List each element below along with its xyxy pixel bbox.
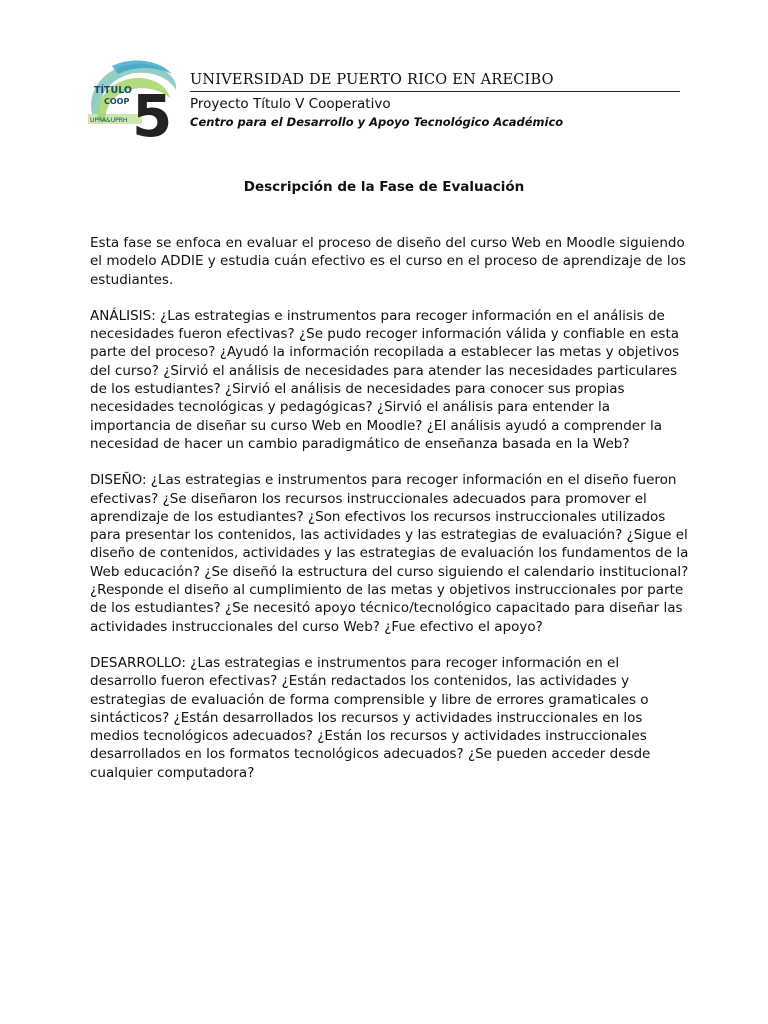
- university-name: UNIVERSIDAD DE PUERTO RICO EN ARECIBO: [190, 70, 680, 92]
- intro-paragraph: Esta fase se enfoca en evaluar el proceso de diseño del curso Web en Moodle siguiendo el modelo ADDIE y estudia cuán efectivo es el curso en el proceso de aprendizaje de los estudiantes.: [90, 235, 686, 288]
- logo-number-text: 5: [132, 82, 173, 140]
- letterhead: [190, 70, 680, 130]
- logo-upra-text: UPRA&UPRH: [90, 117, 128, 124]
- center-name: Centro para el Desarrollo y Apoyo Tecnológico Académico: [190, 115, 564, 129]
- document-title: Descripción de la Fase de Evaluación: [243, 179, 525, 195]
- logo-coop-text: COOP: [104, 97, 130, 106]
- desarrollo-paragraph: DESARROLLO: ¿Las estrategias e instrumentos para recoger información en el desarrollo fueron efectivas? ¿Están redactados los contenidos, las actividades y estrategias de evaluación de forma comprensible y libre de errores gramaticales o sintácticos? ¿Están desarrollados los recursos y actividades instruccionales en los medios tecnológicos adecuados? ¿Están los recursos y actividades instruccionales desarrollados en los formatos tecnológicos adecuados? ¿Se pueden acceder desde cualquier computadora?: [90, 654, 651, 781]
- document-body: [90, 234, 690, 800]
- project-name: Proyecto Título V Cooperativo: [190, 96, 391, 112]
- titulo-coop-logo: [82, 56, 182, 140]
- analisis-paragraph: ANÁLISIS: ¿Las estrategias e instrumentos para recoger información en el análisis de necesidades fueron efectivas? ¿Se pudo recoger información válida y confiable en esta parte del proceso? ¿Ayudó la información recopilada a establecer las metas y objetivos del curso? ¿Sirvió el análisis de necesidades para atender las necesidades particulares de los estudiantes? ¿Sirvió el análisis de necesidades para conocer sus propias necesidades tecnológicas y pedagógicas? ¿Sirvió el análisis para entender la importancia de diseñar su curso Web en Moodle? ¿El análisis ayudó a comprender la necesidad de hacer un cambio paradigmático de enseñanza basada en la Web?: [90, 307, 680, 452]
- diseno-paragraph: DISEÑO: ¿Las estrategias e instrumentos para recoger información en el diseño fueron efectivas? ¿Se diseñaron los recursos instruccionales adecuados para promover el aprendizaje de los estudiantes? ¿Son efectivos los recursos instruccionales utilizados para presentar los contenidos, las actividades y las estrategias de evaluación? ¿Sigue el diseño de contenidos, actividades y las estrategias de evaluación los fundamentos de la Web educación? ¿Se diseñó la estructura del curso siguiendo el calendario institucional? ¿Responde el diseño al cumplimiento de las metas y objetivos instruccionales por parte de los estudiantes? ¿Se necesitó apoyo técnico/tecnológico capacitado para diseñar las actividades instruccionales del curso Web? ¿Fue efectivo el apoyo?: [90, 472, 689, 635]
- logo-titulo-text: TÍTULO: [94, 85, 132, 96]
